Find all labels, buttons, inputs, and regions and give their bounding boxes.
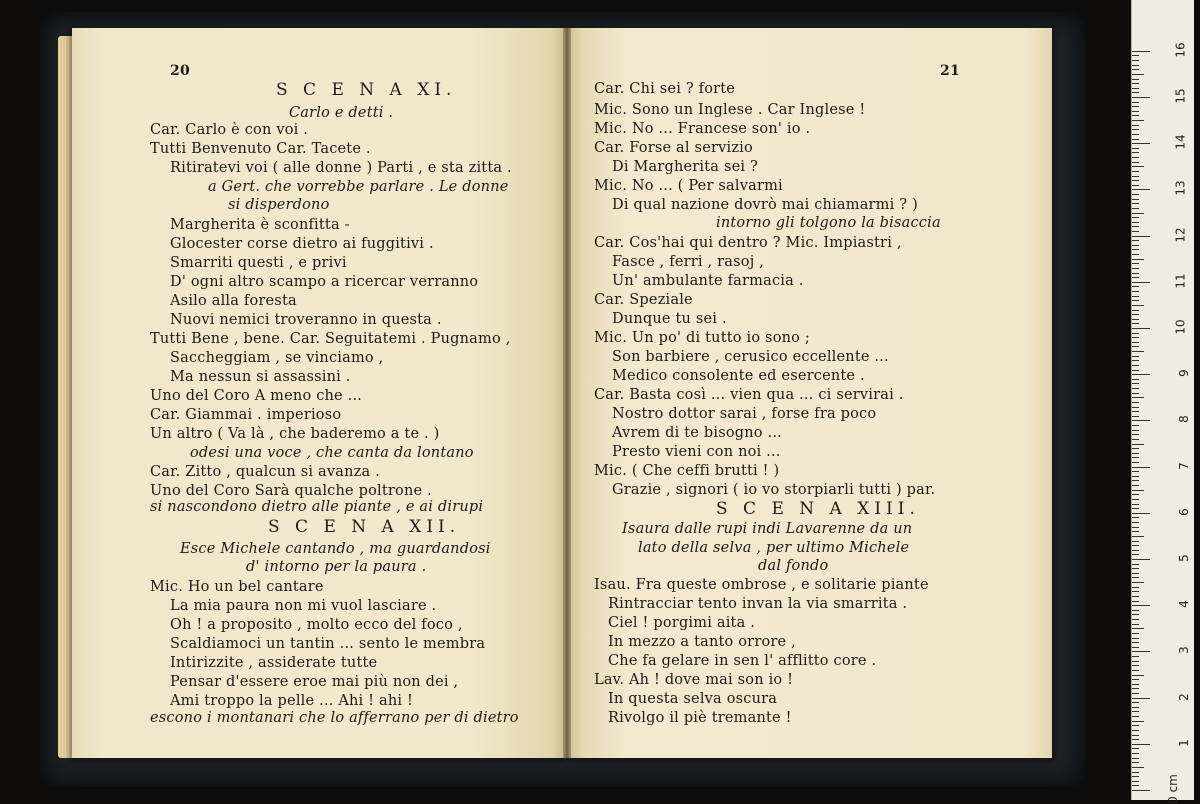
ruler-mm-tick <box>1132 300 1139 301</box>
ruler-label: 4 <box>1177 600 1192 609</box>
ruler-label: 8 <box>1177 415 1192 424</box>
right-page-line: Mic. No ... ( Per salvarmi <box>594 178 783 194</box>
ruler-mm-tick <box>1132 383 1139 384</box>
ruler-cm-tick <box>1132 51 1150 52</box>
right-page-line: Car. Forse al servizio <box>594 140 753 156</box>
ruler-mm-tick <box>1132 416 1139 417</box>
ruler-mm-tick <box>1132 208 1139 209</box>
ruler-mm-tick <box>1132 180 1139 181</box>
ruler-mm-tick <box>1132 647 1139 648</box>
ruler-label: 13 <box>1173 180 1188 197</box>
ruler-label: 9 <box>1177 369 1192 378</box>
ruler-mm-tick <box>1132 111 1139 112</box>
ruler-mm-tick <box>1132 748 1139 749</box>
right-page-line: Isau. Fra queste ombrose , e solitarie piante <box>594 577 929 593</box>
ruler-mm-tick <box>1132 670 1139 671</box>
ruler-mm-tick <box>1132 388 1139 389</box>
ruler-cm-tick <box>1132 605 1150 606</box>
ruler-mm-tick <box>1132 444 1144 445</box>
right-page-line: Un' ambulante farmacia . <box>612 273 804 289</box>
ruler-mm-tick <box>1132 601 1139 602</box>
ruler-mm-tick <box>1132 351 1144 352</box>
ruler-mm-tick <box>1132 711 1139 712</box>
right-page-line: Rintracciar tento invan la via smarrita . <box>608 596 908 612</box>
ruler-mm-tick <box>1132 480 1139 481</box>
left-page-line: Car. Zitto , qualcun si avanza . <box>150 464 380 480</box>
right-page-line: Car. Chi sei ? forte <box>594 81 736 97</box>
ruler-mm-tick <box>1132 319 1139 320</box>
right-page-line: S C E N A XIII. <box>716 499 920 519</box>
ruler-cm-tick <box>1132 97 1150 98</box>
ruler-mm-tick <box>1132 504 1139 505</box>
ruler-mm-tick <box>1132 115 1139 116</box>
ruler-mm-tick <box>1132 457 1139 458</box>
ruler-mm-tick <box>1132 596 1139 597</box>
right-page-line: In questa selva oscura <box>608 691 778 707</box>
left-page-line: si disperdono <box>228 197 330 213</box>
ruler-label: 2 <box>1177 692 1192 701</box>
left-page-line: La mia paura non mi vuol lasciare . <box>170 598 437 614</box>
left-page-line: Mic. Ho un bel cantare <box>150 579 324 595</box>
ruler-mm-tick <box>1132 222 1139 223</box>
ruler-mm-tick <box>1132 125 1139 126</box>
ruler-mm-tick <box>1132 675 1144 676</box>
ruler-mm-tick <box>1132 365 1139 366</box>
ruler-label: 10 <box>1173 319 1188 335</box>
ruler-mm-tick <box>1132 485 1139 486</box>
ruler-mm-tick <box>1132 494 1139 495</box>
ruler-mm-tick <box>1132 610 1139 611</box>
ruler-mm-tick <box>1132 166 1144 167</box>
ruler-mm-tick <box>1132 360 1139 361</box>
ruler-mm-tick <box>1132 254 1139 255</box>
ruler-mm-tick <box>1132 656 1139 657</box>
right-page-line: Mic. Un po' di tutto io sono ; <box>594 330 810 346</box>
ruler-cm-tick <box>1132 744 1150 745</box>
right-page-line: Car. Cos'hai qui dentro ? Mic. Impiastri , <box>594 235 902 251</box>
left-page-line: Un altro ( Va là , che baderemo a te . ) <box>150 426 440 442</box>
ruler-mm-tick <box>1132 249 1139 250</box>
right-page-line: lato della selva , per ultimo Michele <box>638 540 910 556</box>
ruler-mm-tick <box>1132 120 1144 121</box>
ruler-mm-tick <box>1132 176 1139 177</box>
right-page-line: Isaura dalle rupi indi Lavarenne da un <box>622 521 913 537</box>
left-page-line: Saccheggiam , se vinciamo , <box>170 350 384 366</box>
ruler-label: 0 cm <box>1166 774 1181 804</box>
measuring-ruler <box>1131 0 1194 804</box>
ruler-mm-tick <box>1132 397 1144 398</box>
ruler-mm-tick <box>1132 531 1139 532</box>
ruler-label: 14 <box>1173 134 1188 150</box>
ruler-mm-tick <box>1132 194 1139 195</box>
left-page-line: Asilo alla foresta <box>170 293 297 309</box>
ruler-mm-tick <box>1132 296 1139 297</box>
ruler-cm-tick <box>1132 651 1150 652</box>
right-page-line: Nostro dottor sarai , forse fra poco <box>612 406 877 422</box>
ruler-mm-tick <box>1132 106 1139 107</box>
left-page-line: Glocester corse dietro ai fuggitivi . <box>170 236 434 252</box>
right-page-line: intorno gli tolgono la bisaccia <box>716 215 941 231</box>
ruler-mm-tick <box>1132 471 1139 472</box>
ruler-mm-tick <box>1132 259 1144 260</box>
right-page-line: Presto vieni con noi ... <box>612 444 781 460</box>
ruler-mm-tick <box>1132 79 1139 80</box>
ruler-cm-tick <box>1132 189 1150 190</box>
ruler-mm-tick <box>1132 665 1139 666</box>
left-page-line: Car. Giammai . imperioso <box>150 407 342 423</box>
ruler-mm-tick <box>1132 323 1139 324</box>
left-page-line: S C E N A XI. <box>276 80 457 100</box>
ruler-mm-tick <box>1132 273 1139 274</box>
ruler-mm-tick <box>1132 721 1144 722</box>
left-page-number: 20 <box>170 63 190 79</box>
ruler-mm-tick <box>1132 577 1139 578</box>
book-gutter <box>563 28 571 758</box>
ruler-mm-tick <box>1132 541 1139 542</box>
ruler-mm-tick <box>1132 453 1139 454</box>
right-page-line: Avrem di te bisogno ... <box>612 425 782 441</box>
left-page-line: Ritiratevi voi ( alle donne ) Parti , e sta zitta . <box>170 160 512 176</box>
ruler-mm-tick <box>1132 333 1139 334</box>
right-page-line: dal fondo <box>758 558 829 574</box>
ruler-mm-tick <box>1132 735 1139 736</box>
left-page-line: S C E N A XII. <box>268 517 461 537</box>
ruler-mm-tick <box>1132 739 1139 740</box>
left-page-line: Intirizzite , assiderate tutte <box>170 655 378 671</box>
ruler-mm-tick <box>1132 55 1139 56</box>
ruler-mm-tick <box>1132 614 1139 615</box>
ruler-mm-tick <box>1132 342 1139 343</box>
ruler-mm-tick <box>1132 490 1144 491</box>
ruler-mm-tick <box>1132 171 1139 172</box>
right-page-line: Dunque tu sei . <box>612 311 727 327</box>
ruler-mm-tick <box>1132 310 1139 311</box>
ruler-mm-tick <box>1132 688 1139 689</box>
ruler-label: 7 <box>1177 461 1192 470</box>
left-page-line: Margherita è sconfitta - <box>170 217 350 233</box>
ruler-mm-tick <box>1132 199 1139 200</box>
right-page-line: Mic. Sono un Inglese . Car Inglese ! <box>594 102 866 118</box>
right-page-line: Mic. ( Che ceffi brutti ! ) <box>594 463 780 479</box>
right-page-line: Mic. No ... Francese son' io . <box>594 121 811 137</box>
right-page-line: Di Margherita sei ? <box>612 159 758 175</box>
left-page-line: Uno del Coro A meno che ... <box>150 388 363 404</box>
left-page-line: Ma nessun si assassini . <box>170 369 351 385</box>
ruler-mm-tick <box>1132 245 1139 246</box>
ruler-label: 15 <box>1173 88 1188 104</box>
right-page-line: Son barbiere , cerusico eccellente ... <box>612 349 889 365</box>
right-page-number: 21 <box>940 63 960 79</box>
ruler-mm-tick <box>1132 767 1144 768</box>
ruler-mm-tick <box>1132 217 1139 218</box>
left-page-line: Smarriti questi , e privi <box>170 255 347 271</box>
ruler-mm-tick <box>1132 517 1139 518</box>
ruler-mm-tick <box>1132 226 1139 227</box>
ruler-mm-tick <box>1132 407 1139 408</box>
left-page-line: Carlo e detti . <box>289 105 394 121</box>
ruler-mm-tick <box>1132 716 1139 717</box>
ruler-mm-tick <box>1132 591 1139 592</box>
ruler-mm-tick <box>1132 448 1139 449</box>
right-page-line: Rivolgo il piè tremante ! <box>608 710 792 726</box>
ruler-mm-tick <box>1132 619 1139 620</box>
right-page-line: In mezzo a tanto orrore , <box>608 634 796 650</box>
ruler-mm-tick <box>1132 633 1139 634</box>
ruler-mm-tick <box>1132 162 1139 163</box>
ruler-mm-tick <box>1132 148 1139 149</box>
ruler-mm-tick <box>1132 337 1139 338</box>
ruler-mm-tick <box>1132 624 1139 625</box>
ruler-mm-tick <box>1132 185 1139 186</box>
ruler-mm-tick <box>1132 758 1139 759</box>
ruler-label: 5 <box>1177 554 1192 562</box>
ruler-mm-tick <box>1132 642 1139 643</box>
right-page-line: Car. Basta così ... vien qua ... ci servirai . <box>594 387 904 403</box>
ruler-mm-tick <box>1132 536 1144 537</box>
ruler-mm-tick <box>1132 411 1139 412</box>
ruler-label: 1 <box>1177 738 1192 747</box>
ruler-cm-tick <box>1132 467 1150 468</box>
left-page-line: odesi una voce , che canta da lontano <box>190 445 474 461</box>
ruler-mm-tick <box>1132 139 1139 140</box>
ruler-label: 6 <box>1177 507 1192 516</box>
ruler-mm-tick <box>1132 346 1139 347</box>
ruler-label: 11 <box>1173 273 1188 289</box>
left-page-line: si nascondono dietro alle piante , e ai dirupi <box>150 499 484 515</box>
ruler-mm-tick <box>1132 554 1139 555</box>
ruler-mm-tick <box>1132 785 1139 786</box>
ruler-mm-tick <box>1132 753 1139 754</box>
ruler-mm-tick <box>1132 69 1139 70</box>
left-page-line: D' ogni altro scampo a ricercar verranno <box>170 274 479 290</box>
ruler-mm-tick <box>1132 102 1139 103</box>
ruler-mm-tick <box>1132 638 1139 639</box>
ruler-mm-tick <box>1132 134 1139 135</box>
ruler-mm-tick <box>1132 277 1139 278</box>
ruler-mm-tick <box>1132 527 1139 528</box>
ruler-mm-tick <box>1132 291 1139 292</box>
left-page-line: escono i montanari che lo afferrano per di dietro <box>150 710 519 726</box>
left-page-line: Ami troppo la pelle ... Ahi ! ahi ! <box>170 693 414 709</box>
ruler-mm-tick <box>1132 65 1139 66</box>
ruler-mm-tick <box>1132 430 1139 431</box>
ruler-cm-tick <box>1132 513 1150 514</box>
ruler-mm-tick <box>1132 213 1144 214</box>
ruler-mm-tick <box>1132 203 1139 204</box>
ruler-mm-tick <box>1132 356 1139 357</box>
left-page-line: Esce Michele cantando , ma guardandosi <box>180 541 491 557</box>
ruler-cm-tick <box>1132 559 1150 560</box>
ruler-mm-tick <box>1132 83 1139 84</box>
ruler-mm-tick <box>1132 305 1144 306</box>
ruler-mm-tick <box>1132 157 1139 158</box>
ruler-mm-tick <box>1132 314 1139 315</box>
ruler-mm-tick <box>1132 268 1139 269</box>
ruler-label: 3 <box>1177 646 1192 655</box>
ruler-mm-tick <box>1132 434 1139 435</box>
ruler-mm-tick <box>1132 522 1139 523</box>
ruler-label: 16 <box>1173 42 1188 58</box>
ruler-mm-tick <box>1132 725 1139 726</box>
ruler-mm-tick <box>1132 550 1139 551</box>
ruler-mm-tick <box>1132 425 1139 426</box>
left-page-line: a Gert. che vorrebbe parlare . Le donne <box>208 179 509 195</box>
ruler-mm-tick <box>1132 582 1144 583</box>
ruler-mm-tick <box>1132 263 1139 264</box>
ruler-mm-tick <box>1132 439 1139 440</box>
ruler-mm-tick <box>1132 88 1139 89</box>
ruler-mm-tick <box>1132 762 1139 763</box>
ruler-cm-tick <box>1132 282 1150 283</box>
ruler-mm-tick <box>1132 628 1144 629</box>
ruler-cm-tick <box>1132 374 1150 375</box>
ruler-mm-tick <box>1132 462 1139 463</box>
ruler-mm-tick <box>1132 92 1139 93</box>
left-page-line: d' intorno per la paura . <box>246 559 427 575</box>
ruler-mm-tick <box>1132 393 1139 394</box>
ruler-mm-tick <box>1132 286 1139 287</box>
ruler-mm-tick <box>1132 684 1139 685</box>
left-page-line: Pensar d'essere eroe mai più non dei , <box>170 674 459 690</box>
ruler-mm-tick <box>1132 545 1139 546</box>
ruler-mm-tick <box>1132 702 1139 703</box>
ruler-mm-tick <box>1132 152 1139 153</box>
ruler-mm-tick <box>1132 730 1139 731</box>
ruler-mm-tick <box>1132 661 1139 662</box>
ruler-mm-tick <box>1132 776 1139 777</box>
left-page-line: Car. Carlo è con voi . <box>150 122 309 138</box>
ruler-cm-tick <box>1132 790 1150 791</box>
ruler-mm-tick <box>1132 60 1139 61</box>
left-page-line: Scaldiamoci un tantin ... sento le membra <box>170 636 486 652</box>
ruler-mm-tick <box>1132 679 1139 680</box>
ruler-mm-tick <box>1132 74 1144 75</box>
ruler-mm-tick <box>1132 772 1139 773</box>
ruler-mm-tick <box>1132 587 1139 588</box>
ruler-mm-tick <box>1132 564 1139 565</box>
ruler-cm-tick <box>1132 236 1150 237</box>
ruler-mm-tick <box>1132 129 1139 130</box>
ruler-cm-tick <box>1132 420 1150 421</box>
ruler-label: 12 <box>1173 226 1188 243</box>
ruler-mm-tick <box>1132 402 1139 403</box>
left-page-line: Uno del Coro Sarà qualche poltrone . <box>150 483 432 499</box>
ruler-cm-tick <box>1132 143 1150 144</box>
left-page-line: Nuovi nemici troveranno in questa . <box>170 312 442 328</box>
right-page-line: Car. Speziale <box>594 292 693 308</box>
ruler-mm-tick <box>1132 781 1139 782</box>
left-page-line: Tutti Bene , bene. Car. Seguitatemi . Pugnamo , <box>150 331 511 347</box>
ruler-mm-tick <box>1132 707 1139 708</box>
ruler-mm-tick <box>1132 240 1139 241</box>
ruler-mm-tick <box>1132 693 1139 694</box>
left-page-line: Tutti Benvenuto Car. Tacete . <box>150 141 371 157</box>
ruler-mm-tick <box>1132 370 1139 371</box>
ruler-mm-tick <box>1132 231 1139 232</box>
right-page-line: Di qual nazione dovrò mai chiamarmi ? ) <box>612 197 918 213</box>
right-page-line: Ciel ! porgimi aita . <box>608 615 756 631</box>
right-page-line: Fasce , ferri , rasoj , <box>612 254 765 270</box>
ruler-mm-tick <box>1132 508 1139 509</box>
left-page-line: Oh ! a proposito , molto ecco del foco , <box>170 617 463 633</box>
ruler-cm-tick <box>1132 698 1150 699</box>
ruler-cm-tick <box>1132 328 1150 329</box>
right-page-line: Lav. Ah ! dove mai son io ! <box>594 672 794 688</box>
ruler-mm-tick <box>1132 573 1139 574</box>
right-page-line: Che fa gelare in sen l' afflitto core . <box>608 653 877 669</box>
right-page-line: Grazie , signori ( io vo storpiarli tutti ) par. <box>612 482 936 498</box>
right-page-line: Medico consolente ed esercente . <box>612 368 865 384</box>
ruler-mm-tick <box>1132 499 1139 500</box>
ruler-mm-tick <box>1132 476 1139 477</box>
ruler-mm-tick <box>1132 568 1139 569</box>
ruler-mm-tick <box>1132 379 1139 380</box>
